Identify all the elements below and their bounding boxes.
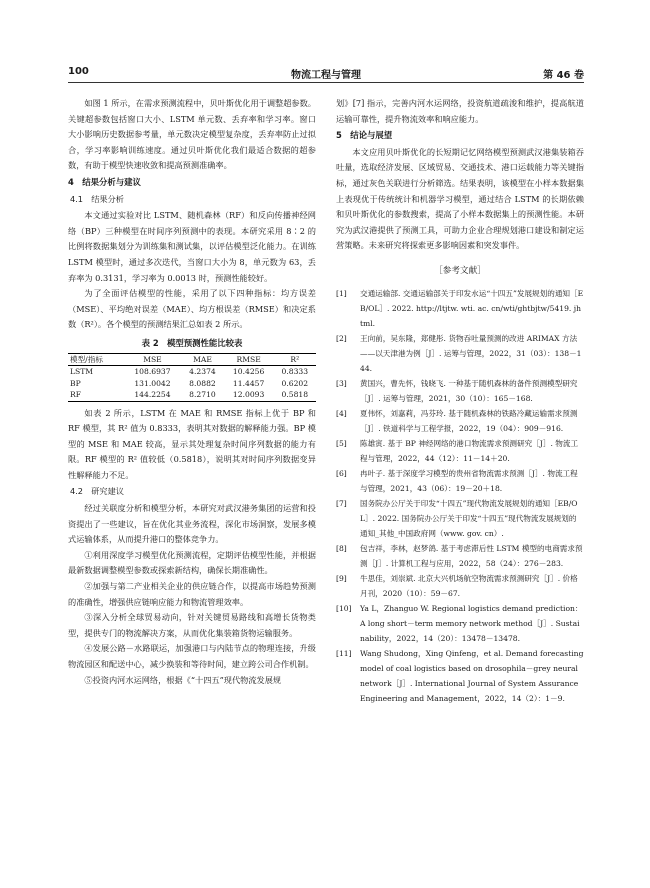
table-cell: BP [70,378,81,388]
table-header: MAE [193,354,212,364]
reference-list [336,286,584,706]
reference-number: [4] [336,408,347,418]
paragraph: 为了全面评估模型的性能，采用了以下四种指标：均方误差（MSE）、平均绝对误差（MAE）、均方根误差（RMSE）和决定系数（R²）。各个模型的预测结果汇总如表 2 所示。 [68,288,316,330]
table-cell: RF [70,390,81,399]
reference-text: 陈雄寅. 基于 BP 神经网络的港口物流需求预测研究［J］. 物流工程与管理，2022，44（12）：11－14＋20. [360,438,579,463]
reference-number: [8] [336,543,347,553]
table-cell: 0.6202 [281,378,309,388]
volume-label: 第 46 卷 [543,70,584,81]
performance-table [68,353,316,402]
paragraph: ⑤投资内河水运网络，根据《“十四五”现代物流发展规 [84,674,282,685]
table-cell: 10.4256 [232,367,265,376]
reference-item [336,496,584,541]
section-heading: 4 结果分析与建议 [68,176,141,187]
reference-text: 国务院办公厅关于印发“十四五”现代物流发展规划的通知［EB/OL］. 2022. 国务院办公厅关于印发“十四五”现代物流发展规划的通知_其他_中国政府网（www. gov. cn）. [360,498,578,538]
paragraph: ②加强与第二产业相关企业的供应链合作，以提高市场趋势预测的准确性，增强供应链响应能力和物流管理效率。 [68,581,316,607]
subsection-heading: 4.1 结果分析 [70,193,124,204]
reference-item [336,286,584,331]
reference-item [336,571,584,601]
right-column [336,96,584,706]
paragraph: ③深入分析全球贸易动向，针对关键贸易路线和高增长货物类型，提供专门的物流解决方案，从而优化集装箱货物运输服务。 [68,612,316,638]
reference-text: Wang Shudong，Xing Qinfeng，et al. Demand forecasting model of coal logistics based on drosophila－grey neural network［J］. International Journal of System Assurance Engineering and Management，2022，14（2）：1－9. [360,648,584,703]
table-row [68,389,316,401]
table-cell: 12.0093 [232,390,265,399]
reference-item [336,601,584,646]
table-cell: 0.5818 [281,390,309,399]
reference-text: 夏伟怀，刘嘉莉，冯芬玲. 基于随机森林的铁路冷藏运输需求预测［J］. 铁道科学与工程学报，2022，19（04）：909－916. [360,408,578,433]
paragraph: 如表 2 所示，LSTM 在 MAE 和 RMSE 指标上优于 BP 和 RF 模型，其 R² 值为 0.8333，表明其对数据的解释能力强。BP 模型的 MSE 和 MAE 较高，显示其处理复杂时间序列数据的能力有限。RF 模型的 R² 值较低（0.5818），说明其对时间序列数据变异性解释能力不足。 [68,407,316,480]
reference-item [336,646,584,706]
paragraph: 本文应用贝叶斯优化的长短期记忆网络模型预测武汉港集装箱吞吐量，选取经济发展、区域贸易、交通技术、港口运载能力等关键指标，通过灰色关联进行分析筛选。结果表明，该模型在小样本数据集上表现优于传统统计和机器学习模型，通过结合 LSTM 的长期依赖和贝叶斯优化的参数搜索，提高了小样本数据集上的预测性能。本研究为武汉港提供了预测工具，可助力企业合理规划港口建设和制定运营策略。未来研究将探索更多影响因素和突发事件。 [336,146,584,251]
reference-text: Ya L，Zhanguo W. Regional logistics demand prediction：A long short－term memory network method［J］. Sustainability，2022，14（20）：13478－13478. [360,603,583,643]
table-row [68,366,316,378]
reference-number: [10] [336,603,352,613]
reference-text: 交通运输部. 交通运输部关于印发水运“十四五”发展规划的通知［EB/OL］. 2022. http://ltjtw. wti. ac. cn/wti/ghtbjtw/5419. jhtml. [360,288,584,328]
header-rule [68,82,584,83]
reference-number: [6] [336,468,347,478]
reference-number: [1] [336,288,347,298]
reference-text: 牛思佳，刘崇斌. 北京大兴机场航空物流需求预测研究［J］. 价格月刊，2020（10）：59－67. [360,573,578,598]
table-header: MSE [143,354,162,364]
reference-number: [3] [336,378,347,388]
page-number: 100 [68,66,89,77]
reference-text: 包吉祥，李林，赵梦鸽. 基于考虑滞后性 LSTM 模型的电商需求预测［J］. 计算机工程与应用，2022，58（24）：276－283. [360,543,583,568]
paragraph: 经过关联度分析和模型分析，本研究对武汉港务集团的运营和投资提出了一些建议，旨在优化其业务流程，深化市场洞察，发展多模式运输体系，从而提升港口的整体竞争力。 [68,503,316,545]
left-column [68,96,316,688]
table-header: R² [290,354,300,364]
table-caption: 表 2 模型预测性能比较表 [141,337,243,348]
table-cell: 4.2374 [189,367,216,376]
paragraph: 本文通过实验对比 LSTM、随机森林（RF）和反向传播神经网络（BP）三种模型在时间序列预测中的表现。本研究采用 8∶2 的比例将数据集划分为训练集和测试集，以评估模型泛化能力。在训练 LSTM 模型时，通过多次迭代，当窗口大小为 8，单元数为 63，丢弃率为 0.3131，学习率为 0.0013 时，预测性能较好。 [68,210,316,283]
table-header: RMSE [236,354,261,364]
table-header-row [68,353,316,366]
paragraph: 如图 1 所示，在需求预测流程中，贝叶斯优化用于调整超参数。关键超参数包括窗口大小、LSTM 单元数、丢弃率和学习率。窗口大小影响历史数据参考量，单元数决定模型复杂度，丢弃率防止过拟合，学习率影响训练速度。通过贝叶斯优化我们最适合数据的超参数，有助于模型快速收敛和提高预测准确率。 [68,98,316,171]
reference-item [336,376,584,406]
reference-item [336,331,584,376]
reference-number: [2] [336,333,347,343]
paragraph: 划》[7] 指示，完善内河水运网络，投资航道疏浚和维护，提高航道运输可靠性，提升物流效率和响应能力。 [336,98,584,124]
reference-text: 冉叶子. 基于深度学习模型的贵州省物流需求预测［J］. 物流工程与管理，2021，43（06）：19－20＋18. [360,468,578,493]
reference-number: [7] [336,498,347,508]
table-cell: 11.4457 [232,378,265,388]
section-heading: 5 结论与展望 [336,130,393,141]
table-cell: 108.6937 [134,367,171,376]
reference-text: 王向前，吴东隆，郑健彤. 货物吞吐量预测的改进 ARIMAX 方法——以天津港为例［J］. 运筹与管理，2022，31（03）：138－144. [360,333,582,373]
reference-item [336,436,584,466]
table-cell: 0.8333 [281,367,309,376]
table-cell: 8.2710 [189,390,216,399]
table-header: 模型/指标 [70,354,103,364]
paragraph: ④发展公路－水路联运，加强港口与内陆节点的物理连接，升级物流园区和配送中心，减少换装和等待时间，建立跨公司合作机制。 [68,643,316,669]
page-header [68,66,584,80]
paragraph: ①利用深度学习模型优化预测流程，定期评估模型性能，并根据最新数据调整模型参数或探索新结构，确保长期准确性。 [68,549,316,576]
reference-text: 黄国兴，曹先怀，钱晓飞. 一种基于随机森林的备件预测模型研究［J］. 运筹与管理，2021，30（10）：165－168. [360,378,578,403]
table-cell: 144.2254 [134,390,171,399]
reference-item [336,406,584,436]
reference-item [336,541,584,571]
references-heading: ［参考文献］ [434,265,486,276]
table-cell: LSTM [70,367,94,376]
reference-number: [11] [336,648,352,658]
table-cell: 8.0882 [189,378,216,388]
reference-number: [9] [336,573,347,583]
reference-number: [5] [336,438,347,448]
journal-title: 物流工程与管理 [291,70,361,81]
subsection-heading: 4.2 研究建议 [70,486,124,497]
table-cell: 131.0042 [134,378,171,388]
table-row [68,378,316,390]
reference-item [336,466,584,496]
